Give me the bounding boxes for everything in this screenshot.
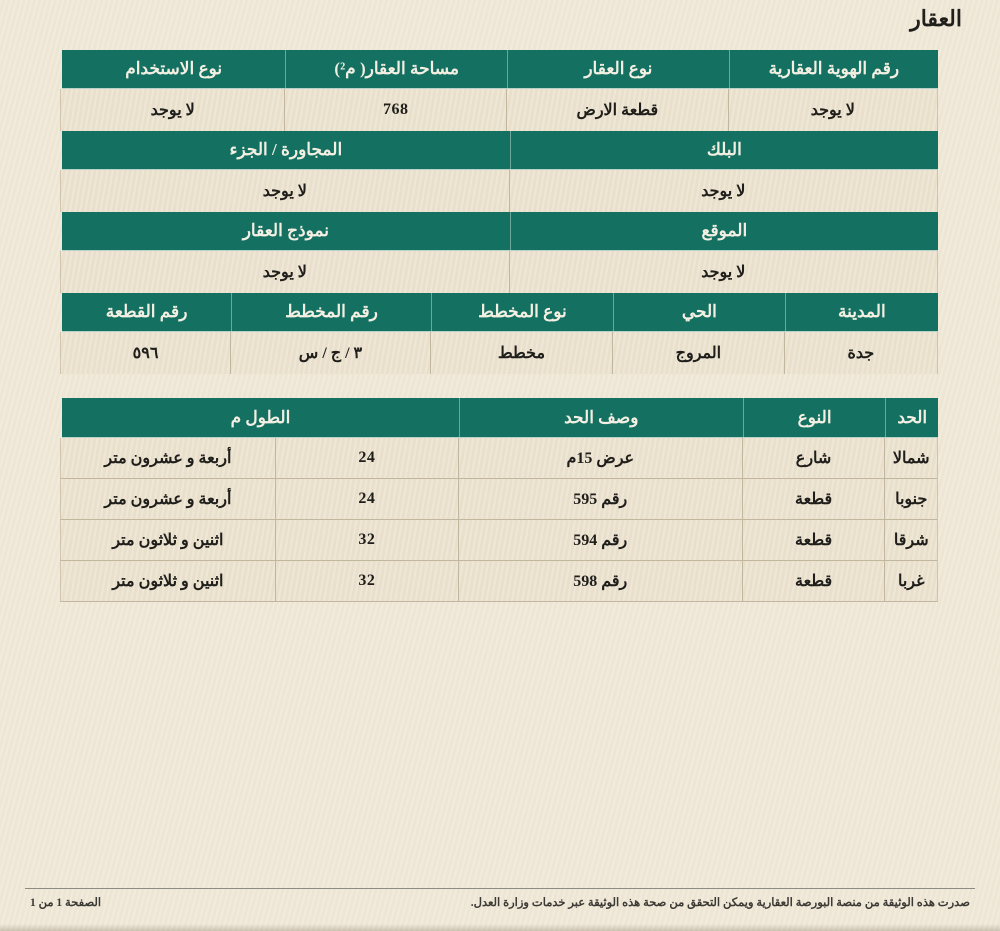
boundary-length-text: اثنين و ثلاثون متر — [112, 532, 224, 549]
page-title: العقار — [910, 6, 962, 31]
boundary-length-text: اثنين و ثلاثون متر — [112, 573, 224, 590]
footer-divider — [25, 888, 975, 889]
value-district: المروج — [612, 332, 784, 374]
header-cell-district: الحي — [613, 293, 785, 331]
value-usage-type: لا يوجد — [150, 102, 195, 119]
boundary-length-text: أربعة و عشرون متر — [104, 491, 232, 508]
boundary-description: عرض 15م — [458, 438, 742, 478]
header-cell-boundary-description: وصف الحد — [459, 398, 743, 437]
boundary-length-number: 24 — [275, 438, 458, 478]
boundaries-header-row — [62, 398, 938, 438]
table-value-row — [60, 89, 938, 131]
boundary-side: شمالا — [884, 438, 937, 478]
value-area: 768 — [284, 89, 506, 131]
boundary-length-number: 24 — [275, 479, 458, 519]
value-property-id: لا يوجد — [728, 89, 937, 131]
boundary-type: شارع — [742, 438, 885, 478]
value-city: جدة — [784, 332, 937, 374]
header-cell-length-m: الطول م — [230, 407, 291, 427]
header-cell-usage-type: نوع الاستخدام — [125, 59, 223, 78]
boundary-description: رقم 594 — [458, 520, 742, 560]
header-cell-boundary: الحد — [885, 398, 938, 437]
header-cell-area: مساحة العقار( م²) — [285, 50, 507, 88]
table-header-row — [62, 131, 938, 170]
boundary-type: قطعة — [742, 520, 885, 560]
boundary-type: قطعة — [742, 479, 885, 519]
header-cell-type: النوع — [743, 398, 886, 437]
property-details-table — [62, 50, 938, 374]
table-value-row — [60, 170, 938, 212]
header-cell-city: المدينة — [785, 293, 938, 331]
boundary-row-east — [60, 520, 938, 561]
table-header-row — [62, 212, 938, 251]
header-cell-plan-number: رقم المخطط — [231, 293, 431, 331]
table-value-row — [60, 332, 938, 374]
footer-notice: صدرت هذه الوثيقة من منصة البورصة العقارية ويمكن التحقق من صحة هذه الوثيقة عبر خدمات وزارة العدل. — [470, 897, 970, 909]
header-cell-neighbor-part: المجاورة / الجزء — [229, 140, 343, 159]
boundary-row-west — [60, 561, 938, 602]
header-cell-parcel-number: رقم القطعة — [105, 302, 188, 321]
value-parcel-number: ٥٩٦ — [132, 345, 159, 362]
boundary-description: رقم 595 — [458, 479, 742, 519]
value-plan-type: مخطط — [430, 332, 612, 374]
value-plan-number: ٣ / ج / س — [230, 332, 430, 374]
header-cell-location: الموقع — [510, 212, 938, 250]
boundary-side: جنوبا — [884, 479, 937, 519]
value-location: لا يوجد — [509, 251, 937, 293]
header-cell-property-type: نوع العقار — [507, 50, 729, 88]
boundary-description: رقم 598 — [458, 561, 742, 601]
boundaries-table — [62, 398, 938, 602]
header-cell-plan-type: نوع المخطط — [431, 293, 613, 331]
boundary-side: غربا — [884, 561, 937, 601]
value-neighbor-part: لا يوجد — [262, 183, 307, 200]
table-header-row — [62, 50, 938, 89]
header-cell-property-id: رقم الهوية العقارية — [729, 50, 938, 88]
boundary-length-text: أربعة و عشرون متر — [104, 450, 232, 467]
boundary-row-north — [60, 438, 938, 479]
value-property-type: قطعة الارض — [506, 89, 728, 131]
value-block: لا يوجد — [509, 170, 937, 212]
boundary-type: قطعة — [742, 561, 885, 601]
footer-page-number: الصفحة 1 من 1 — [30, 897, 102, 909]
boundary-side: شرقا — [884, 520, 937, 560]
value-property-model: لا يوجد — [262, 264, 307, 281]
header-cell-property-model: نموذج العقار — [242, 221, 329, 240]
boundary-length-number: 32 — [275, 561, 458, 601]
table-header-row — [62, 293, 938, 332]
boundary-row-south — [60, 479, 938, 520]
table-value-row — [60, 251, 938, 293]
boundary-length-number: 32 — [275, 520, 458, 560]
header-cell-block: البلك — [510, 131, 938, 169]
